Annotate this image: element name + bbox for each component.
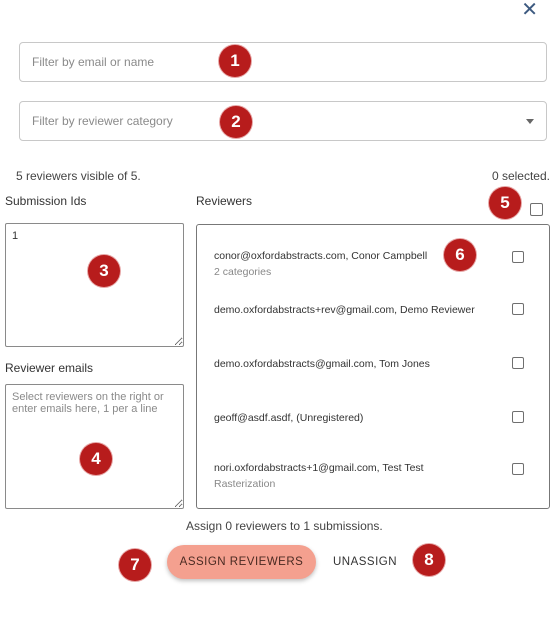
assign-reviewers-button[interactable]: ASSIGN REVIEWERS xyxy=(167,545,316,579)
list-item[interactable] xyxy=(197,299,549,353)
reviewer-text: conor@oxfordabstracts.com, Conor Campbell xyxy=(214,250,428,262)
assign-summary: Assign 0 reviewers to 1 submissions. xyxy=(186,519,383,533)
category-filter-input[interactable] xyxy=(20,102,546,140)
email-filter-field[interactable] xyxy=(19,42,547,82)
unassign-button[interactable]: UNASSIGN xyxy=(332,556,398,568)
reviewer-checkbox[interactable] xyxy=(512,411,524,423)
reviewer-checkbox[interactable] xyxy=(512,357,524,369)
list-item[interactable] xyxy=(197,407,549,461)
submission-ids-textarea[interactable] xyxy=(5,223,184,347)
list-item[interactable] xyxy=(197,245,549,299)
dropdown-caret-icon[interactable] xyxy=(526,119,534,124)
submission-ids-label: Submission Ids xyxy=(5,194,87,208)
reviewers-list[interactable] xyxy=(196,224,550,509)
selected-count: 0 selected. xyxy=(491,169,550,183)
callout-badge-1: 1 xyxy=(219,45,251,77)
callout-badge-4: 4 xyxy=(80,443,112,475)
close-icon[interactable]: ✕ xyxy=(521,0,538,21)
list-item[interactable] xyxy=(197,461,549,515)
reviewer-checkbox[interactable] xyxy=(512,251,524,263)
reviewers-label: Reviewers xyxy=(196,194,253,208)
reviewer-checkbox[interactable] xyxy=(512,463,524,475)
list-item[interactable] xyxy=(197,353,549,407)
callout-badge-5: 5 xyxy=(489,187,521,219)
select-all-checkbox[interactable] xyxy=(530,203,543,216)
reviewer-text: nori.oxfordabstracts+1@gmail.com, Test Test xyxy=(214,462,424,474)
callout-badge-6: 6 xyxy=(444,239,476,271)
reviewer-categories: Rasterization xyxy=(214,478,276,490)
reviewer-text: demo.oxfordabstracts+rev@gmail.com, Demo Reviewer xyxy=(214,304,475,316)
email-filter-input[interactable] xyxy=(20,43,546,81)
reviewer-checkbox[interactable] xyxy=(512,303,524,315)
callout-badge-7: 7 xyxy=(119,549,151,581)
category-filter-select[interactable] xyxy=(19,101,547,141)
callout-badge-3: 3 xyxy=(88,255,120,287)
callout-badge-8: 8 xyxy=(413,544,445,576)
reviewer-text: geoff@asdf.asdf, (Unregistered) xyxy=(214,412,364,424)
visible-count: 5 reviewers visible of 5. xyxy=(16,169,141,183)
reviewer-text: demo.oxfordabstracts@gmail.com, Tom Jones xyxy=(214,358,430,370)
reviewer-categories: 2 categories xyxy=(214,266,272,278)
reviewer-emails-label: Reviewer emails xyxy=(5,361,94,375)
callout-badge-2: 2 xyxy=(220,106,252,138)
